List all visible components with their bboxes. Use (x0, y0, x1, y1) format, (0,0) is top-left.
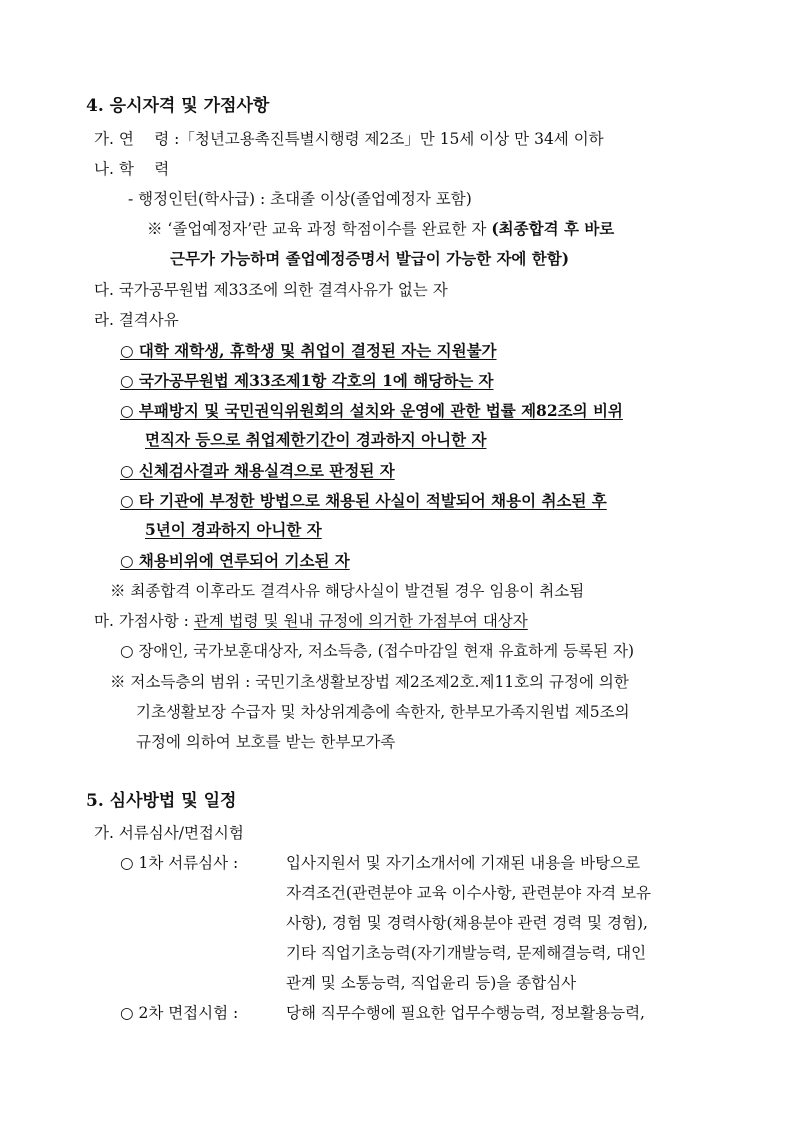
disqualification-item-cont: 면직자 등으로 취업제한기간이 경과하지 아니한 자 (145, 430, 487, 449)
disqualification-item-cont: 5년이 경과하지 아니한 자 (145, 520, 322, 539)
low-income-note: ※ 저소득층의 범위 : 국민기초생활보장법 제2조제2호.제11호의 규정에 의한 (110, 673, 629, 691)
bonus-points-label: 마. 가점사항 : (94, 612, 194, 630)
education-item: - 행정인턴(학사급) : 초대졸 이상(졸업예정자 포함) (128, 190, 472, 208)
disqualification-item: ○ 타 기관에 부정한 방법으로 채용된 사실이 적발되어 채용이 취소된 후 (120, 491, 607, 510)
stage1-description: 자격조건(관련분야 교육 이수사항, 관련분야 자격 보유 (286, 884, 652, 902)
stage2-label: ○ 2차 면접시험 : (120, 1004, 239, 1022)
stage1-description: 사항), 경험 및 경력사항(채용분야 관련 경력 및 경험), (286, 914, 648, 932)
disqualification-item: ○ 신체검사결과 채용실격으로 판정된 자 (120, 461, 395, 480)
disqualification-item: ○ 채용비위에 연루되어 기소된 자 (120, 551, 350, 570)
disqualification-item: ○ 대학 재학생, 휴학생 및 취업이 결정된 자는 지원불가 (120, 341, 497, 360)
graduation-note-bold: (최종합격 후 바로 (491, 219, 615, 238)
civil-service-law: 다. 국가공무원법 제33조에 의한 결격사유가 없는 자 (94, 281, 448, 299)
section-5-heading: 5. 심사방법 및 일정 (86, 791, 237, 811)
bonus-points-item: ○ 장애인, 국가보훈대상자, 저소득층, (접수마감일 현재 유효하게 등록된 자) (120, 642, 635, 660)
low-income-note-cont: 규정에 의하여 보호를 받는 한부모가족 (136, 733, 396, 751)
disqualification-item: ○ 국가공무원법 제33조제1항 각호의 1에 해당하는 자 (120, 371, 494, 390)
screening-heading: 가. 서류심사/면접시험 (94, 824, 244, 842)
stage1-description: 입사지원서 및 자기소개서에 기재된 내용을 바탕으로 (286, 854, 641, 872)
disqualification-item: ○ 부패방지 및 국민권익위원회의 설치와 운영에 관한 법률 제82조의 비위 (120, 401, 623, 420)
section-4-heading: 4. 응시자격 및 가점사항 (86, 96, 270, 116)
education-heading: 나. 학 력 (94, 160, 170, 178)
disqualification-note: ※ 최종합격 이후라도 결격사유 해당사실이 발견될 경우 임용이 취소됨 (110, 582, 585, 600)
bonus-points-heading (94, 611, 528, 631)
stage1-label: ○ 1차 서류심사 : (120, 854, 239, 872)
bonus-points-criteria: 관계 법령 및 원내 규정에 의거한 가점부여 대상자 (193, 612, 528, 630)
stage1-description: 관계 및 소통능력, 직업윤리 등)을 종합심사 (286, 974, 577, 992)
stage1-description: 기타 직업기초능력(자기개발능력, 문제해결능력, 대인 (286, 944, 647, 962)
graduation-note (147, 219, 614, 239)
stage2-description: 당해 직무수행에 필요한 업무수행능력, 정보활용능력, (286, 1004, 645, 1022)
age-requirement: 가. 연 령 :「청년고용촉진특별시행령 제2조」만 15세 이상 만 34세 이하 (94, 130, 604, 148)
graduation-note-text: ※ ‘졸업예정자’란 교육 과정 학점이수를 완료한 자 (147, 220, 492, 238)
low-income-note-cont: 기초생활보장 수급자 및 차상위계층에 속한자, 한부모가족지원법 제5조의 (136, 703, 630, 721)
graduation-note-line2: 근무가 가능하며 졸업예정증명서 발급이 가능한 자에 한함) (170, 249, 570, 268)
disqualification-heading: 라. 결격사유 (94, 311, 179, 329)
